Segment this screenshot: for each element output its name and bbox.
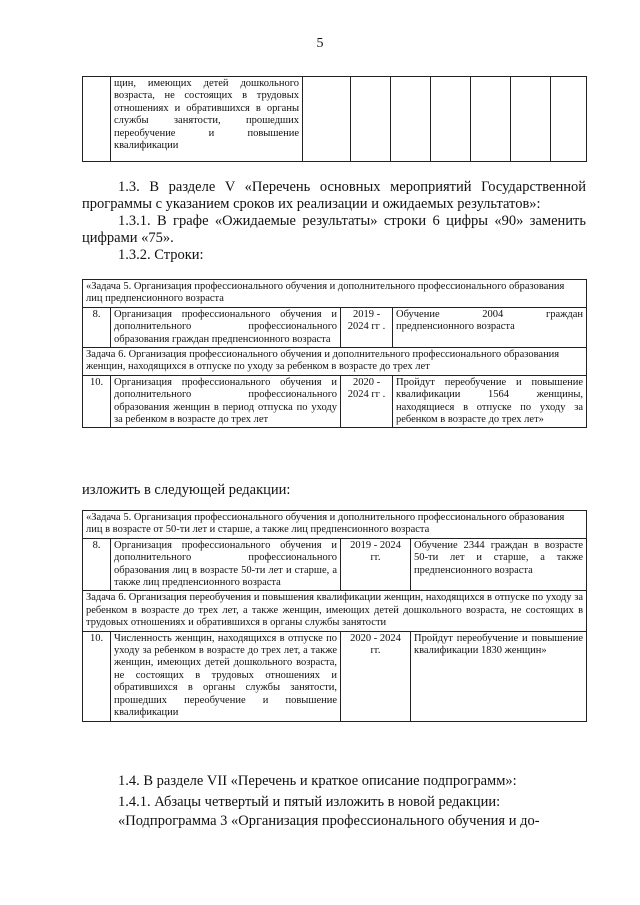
empty-cell [303, 77, 351, 162]
row-result: Обучение 2004 граждан предпенсионного возраста [393, 307, 587, 347]
row-name: Организация профессионального обучения и дополнительного профессионального образования граждан предпенсионного возраста [111, 307, 341, 347]
paragraph-1-3-1: 1.3.1. В графе «Ожидаемые результаты» строки 6 цифры «90» заменить цифрами «75». [82, 213, 586, 246]
table-row [83, 280, 587, 308]
task6-header: Задача 6. Организация профессионального обучения и дополнительного профессионального образования женщин, находящихся в отпуске по уходу за ребенком в возрасте до трех лет [83, 348, 587, 376]
table-row [83, 77, 587, 162]
fragment-description: щин, имеющих детей дошкольного возраста, не состоящих в трудовых отношениях и обратившихся в органы службы занятости, прошедших переобучение и повышение квалификации [111, 77, 303, 162]
empty-cell [471, 77, 511, 162]
table-row [83, 348, 587, 376]
empty-cell [83, 77, 111, 162]
row-result: Пройдут переобучение и повышение квалификации 1564 женщины, находящиеся в отпуске по уходу за ребенком в возрасте до трех лет» [393, 375, 587, 428]
row-name: Численность женщин, находящихся в отпуске по уходу за ребенком в возрасте до трех лет, а также женщин, имеющих детей дошкольного возраста, не состоящих в трудовых отношениях и обратившихся в органы службы занятости, прошедших переобучение и повышение квалификации [111, 631, 341, 721]
paragraph-1-3: 1.3. В разделе V «Перечень основных мероприятий Государственной программы с указанием сроков их реализации и ожидаемых результатов»: [82, 179, 586, 212]
table-row [83, 375, 587, 428]
table-row [83, 538, 587, 591]
row-period: 2020 - 2024 гг. [341, 631, 411, 721]
task5-header: «Задача 5. Организация профессионального обучения и дополнительного профессионального образования лиц предпенсионного возраста [83, 280, 587, 308]
row-number: 8. [83, 538, 111, 591]
row-period: 2019 - 2024 гг . [341, 307, 393, 347]
empty-cell [551, 77, 587, 162]
task6-header: Задача 6. Организация переобучения и повышения квалификации женщин, находящихся в отпуске по уходу за ребенком в возрасте до трех лет, а также женщин, имеющих детей дошкольного возраста, не состоящих в трудовых отношениях и обратившихся в органы службы занятости [83, 591, 587, 631]
old-rows-table [82, 279, 587, 428]
task5-header: «Задача 5. Организация профессионального обучения и дополнительного профессионального образования лиц в возрасте от 50-ти лет и старше, а также лиц предпенсионного возраста [83, 511, 587, 539]
empty-cell [431, 77, 471, 162]
row-period: 2019 - 2024 гг. [341, 538, 411, 591]
paragraph-quote: «Подпрограмма 3 «Организация профессионального обучения и до- [118, 813, 540, 829]
paragraph-1-3-2: 1.3.2. Строки: [118, 247, 204, 263]
row-period: 2020 - 2024 гг . [341, 375, 393, 428]
page-number: 5 [316, 36, 324, 51]
row-result: Пройдут переобучение и повышение квалификации 1830 женщин» [411, 631, 587, 721]
row-name: Организация профессионального обучения и дополнительного профессионального образования женщин в период отпуска по уходу за ребенком в возрасте до трех лет [111, 375, 341, 428]
new-rows-table [82, 510, 587, 722]
row-number: 10. [83, 375, 111, 428]
empty-cell [351, 77, 391, 162]
table-row [83, 591, 587, 631]
empty-cell [511, 77, 551, 162]
paragraph-1-4: 1.4. В разделе VII «Перечень и краткое описание подпрограмм»: [118, 773, 517, 789]
table-row [83, 631, 587, 721]
paragraph-state: изложить в следующей редакции: [82, 482, 291, 498]
table-row [83, 307, 587, 347]
row-number: 8. [83, 307, 111, 347]
empty-cell [391, 77, 431, 162]
continued-table-fragment [82, 76, 587, 162]
row-number: 10. [83, 631, 111, 721]
row-result: Обучение 2344 граждан в возрасте 50-ти лет и старше, а также предпенсионного возраста [411, 538, 587, 591]
paragraph-1-4-1: 1.4.1. Абзацы четвертый и пятый изложить в новой редакции: [118, 794, 501, 810]
table-row [83, 511, 587, 539]
row-name: Организация профессионального обучения и дополнительного профессионального образования лиц в возрасте 50-ти лет и старше, а также лиц предпенсионного возраста [111, 538, 341, 591]
